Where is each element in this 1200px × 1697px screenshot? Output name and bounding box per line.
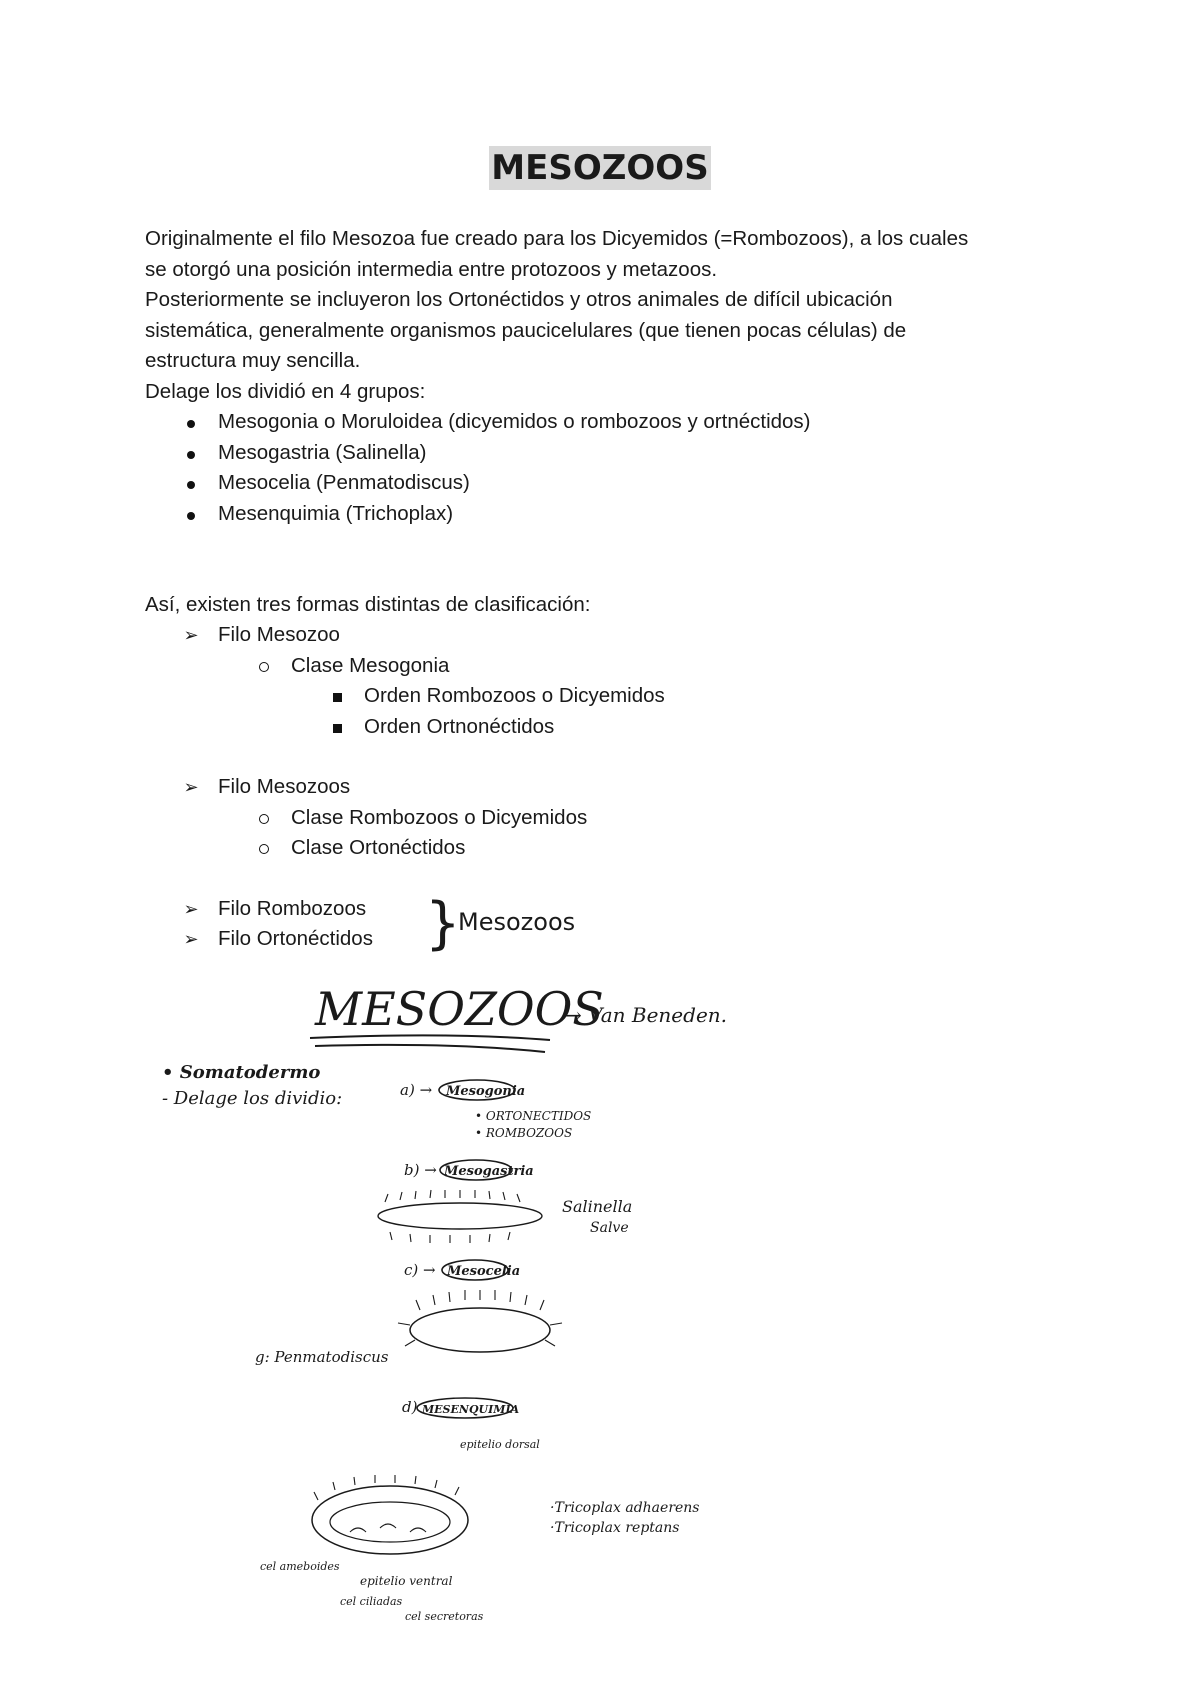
- list-item: [183, 924, 373, 955]
- list-item: [364, 712, 554, 743]
- arrow-bullet-icon: ➢: [183, 899, 199, 919]
- list-item: [291, 651, 449, 682]
- intro-line: sistemática, generalmente organismos paucicelulares (que tienen pocas células) de: [145, 318, 907, 342]
- handwritten-notes-image: [150, 980, 770, 1620]
- circle-bullet-icon: [259, 844, 269, 854]
- group-label: Mesenquimia (Trichoplax): [218, 502, 454, 525]
- bullet-icon: [187, 420, 195, 428]
- filo-label: Filo Rombozoos: [218, 897, 367, 920]
- list-item: [291, 833, 465, 864]
- notes-species: ·Tricoplax adhaerens: [550, 1500, 700, 1516]
- notes-group-name: Mesogonia: [446, 1084, 526, 1099]
- clase-label: Clase Mesogonia: [291, 654, 450, 677]
- intro-paragraph: [145, 224, 1065, 407]
- page-title-wrap: [0, 146, 1200, 190]
- notes-item: • ROMBOZOOS: [475, 1126, 573, 1140]
- notes-annotation: epitelio ventral: [360, 1574, 453, 1588]
- intro-line: estructura muy sencilla.: [145, 349, 361, 372]
- notes-annotation: cel secretoras: [405, 1610, 484, 1620]
- list-item: [183, 772, 351, 803]
- circle-bullet-icon: [259, 814, 269, 824]
- notes-genus: Salinella: [562, 1197, 633, 1216]
- notes-group-name: Mesogastria: [444, 1164, 534, 1179]
- filo-label: Filo Mesozoos: [218, 775, 351, 798]
- page-title: MESOZOOS: [491, 148, 709, 188]
- notes-label: d): [402, 1398, 418, 1416]
- notes-species: ·Tricoplax reptans: [550, 1520, 680, 1536]
- notes-label: a) →: [400, 1081, 433, 1099]
- list-item: [218, 407, 811, 438]
- arrow-bullet-icon: ➢: [183, 777, 199, 797]
- intro-line: Originalmente el filo Mesozoa fue creado para los Dicyemidos (=Rombozoos), a los cuales: [145, 227, 969, 250]
- list-item: [291, 803, 587, 834]
- bullet-icon: [187, 451, 195, 459]
- group-label: Mesogastria (Salinella): [218, 441, 427, 464]
- group-label: Mesocelia (Penmatodiscus): [218, 471, 470, 494]
- notes-item: • ORTONECTIDOS: [475, 1109, 592, 1123]
- group-label: Mesogonia o Moruloidea (dicyemidos o rombozoos y ortnéctidos): [218, 410, 811, 433]
- classification-intro: Así, existen tres formas distintas de clasificación:: [145, 593, 591, 616]
- filo-label: Filo Mesozoo: [218, 623, 340, 646]
- bullet-icon: [187, 481, 195, 489]
- intro-line: Delage los dividió en 4 grupos:: [145, 379, 426, 403]
- arrow-bullet-icon: ➢: [183, 625, 199, 645]
- notes-label: c) →: [404, 1261, 436, 1279]
- notes-annotation: epitelio dorsal: [460, 1438, 540, 1451]
- circle-bullet-icon: [259, 662, 269, 672]
- notes-bullet: • Somatodermo: [162, 1062, 321, 1083]
- list-item: [218, 438, 427, 469]
- notes-group-name: Mesocelia: [447, 1264, 521, 1279]
- notes-author: → Van Beneden.: [565, 1003, 728, 1027]
- filo-label: Filo Ortonéctidos: [218, 927, 373, 950]
- notes-annotation: cel ciliadas: [340, 1595, 403, 1608]
- orden-label: Orden Rombozoos o Dicyemidos: [364, 684, 665, 707]
- notes-genus: g: Penmatodiscus: [255, 1348, 389, 1366]
- clase-label: Clase Ortonéctidos: [291, 836, 466, 859]
- list-item: [183, 894, 367, 925]
- square-bullet-icon: [333, 724, 342, 733]
- notes-annotation: cel ameboides: [260, 1560, 340, 1573]
- intro-line: se otorgó una posición intermedia entre protozoos y metazoos.: [145, 257, 718, 281]
- list-item: [183, 620, 340, 651]
- notes-label: b) →: [404, 1161, 437, 1179]
- group-label: Mesozoos: [458, 908, 576, 936]
- arrow-bullet-icon: ➢: [183, 929, 199, 949]
- list-item: [218, 499, 453, 530]
- clase-label: Clase Rombozoos o Dicyemidos: [291, 806, 588, 829]
- notes-species: Salve: [590, 1220, 629, 1236]
- bullet-icon: [187, 512, 195, 520]
- notes-heading: MESOZOOS: [315, 982, 604, 1036]
- curly-brace-icon: }: [425, 891, 461, 956]
- square-bullet-icon: [333, 693, 342, 702]
- list-item: [218, 468, 470, 499]
- orden-label: Orden Ortnonéctidos: [364, 715, 555, 738]
- notes-bullet: - Delage los dividio:: [162, 1088, 343, 1109]
- intro-line: Posteriormente se incluyeron los Ortonéctidos y otros animales de difícil ubicación: [145, 288, 893, 311]
- list-item: [364, 681, 665, 712]
- notes-group-name: MESENQUIMIA: [422, 1403, 520, 1416]
